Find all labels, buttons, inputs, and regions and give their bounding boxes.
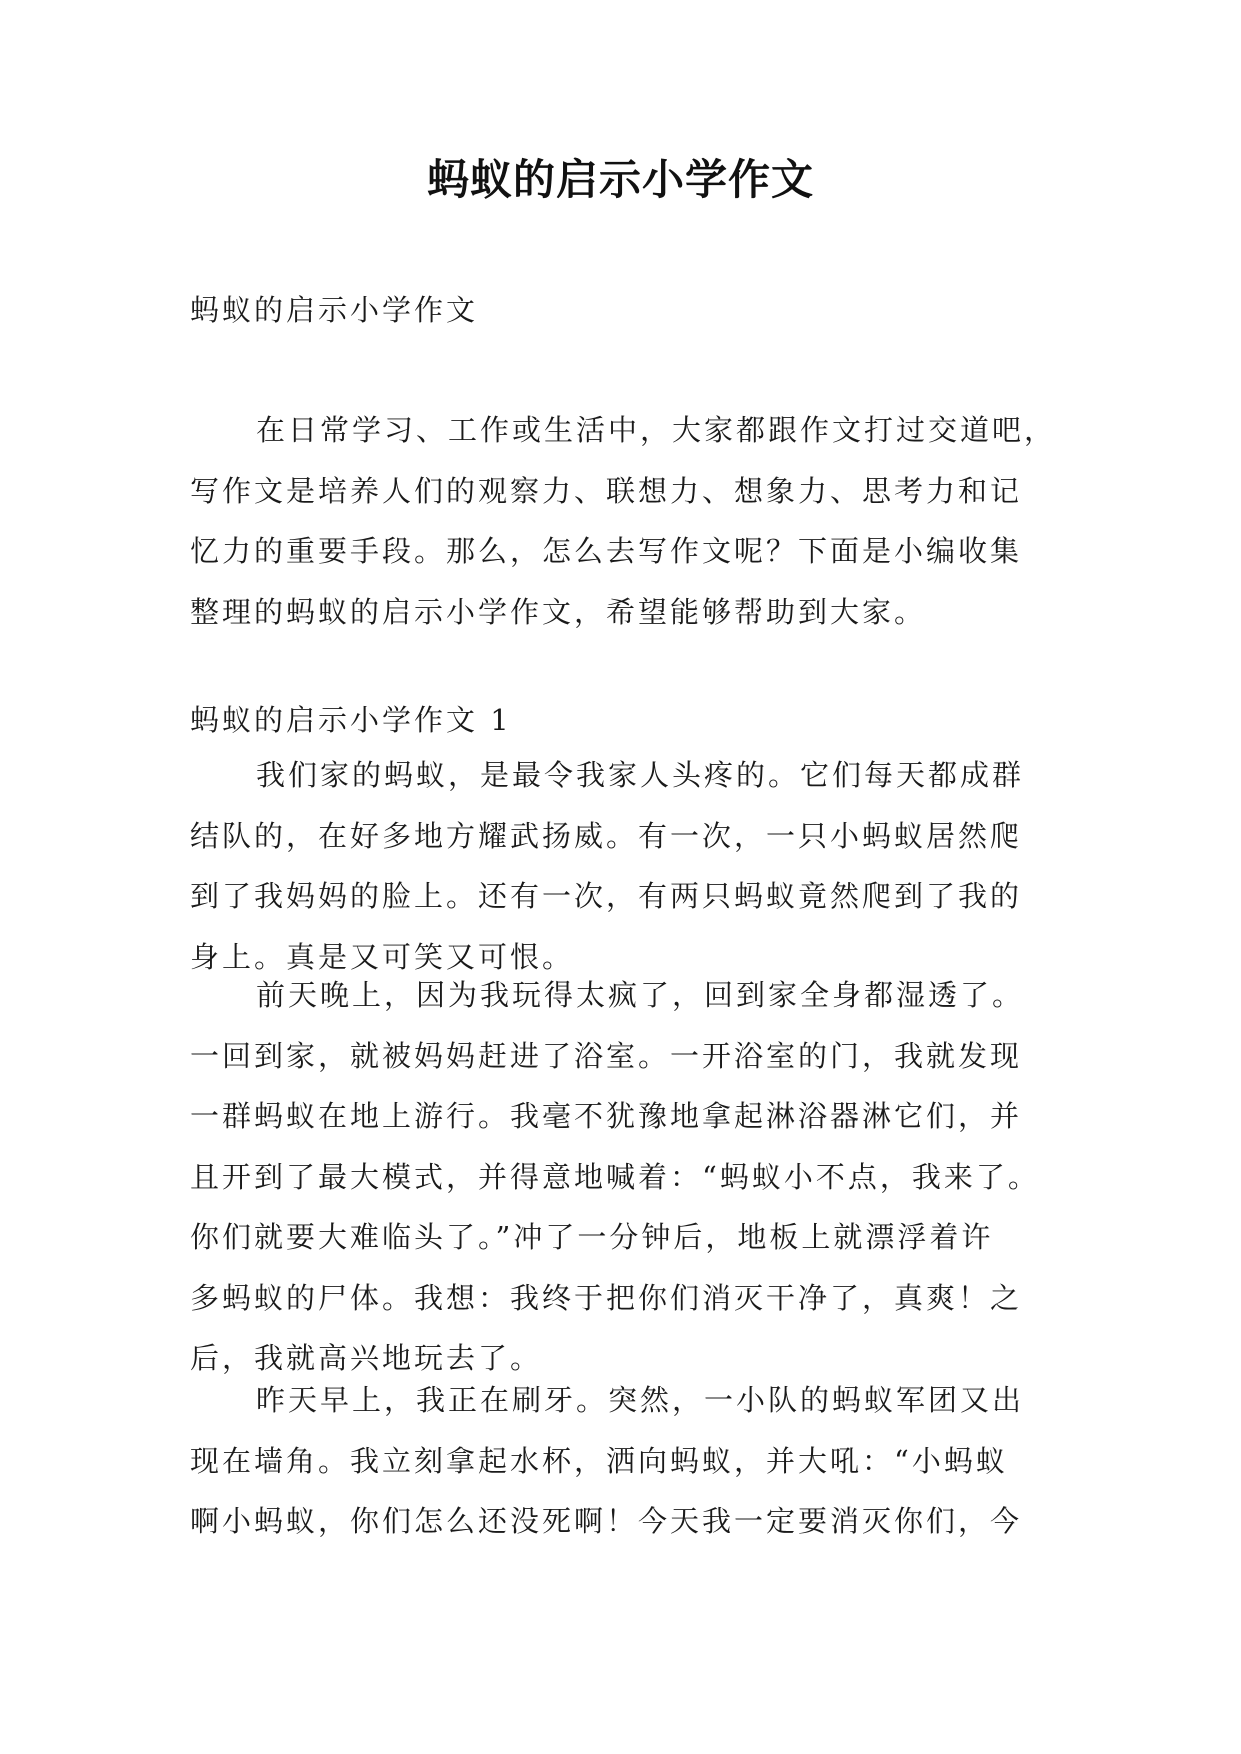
text-line: 多蚂蚁的尸体。我想：我终于把你们消灭干净了，真爽！之 [190,1280,1023,1315]
text-line: 昨天早上，我正在刷牙。突然，一小队的蚂蚁军团又出 [256,1383,1025,1417]
text-line: 写作文是培养人们的观察力、联想力、想象力、思考力和记 [190,473,1023,508]
text-line: 结队的，在好多地方耀武扬威。有一次，一只小蚂蚁居然爬 [190,818,1023,853]
body-paragraph-1 [190,745,1060,987]
text-line: 忆力的重要手段。那么，怎么去写作文呢？下面是小编收集 [190,534,1023,568]
text-line: 前天晚上，因为我玩得太疯了，回到家全身都湿透了。 [256,978,1025,1012]
text-line: 后，我就高兴地玩去了。 [190,1341,543,1375]
text-line: 我们家的蚂蚁，是最令我家人头疼的。它们每天都成群 [256,758,1025,792]
body-paragraph-3 [190,1370,1060,1552]
text-line: 一群蚂蚁在地上游行。我毫不犹豫地拿起淋浴器淋它们，并 [190,1099,1023,1133]
intro-paragraph [190,400,1060,642]
text-line: 现在墙角。我立刻拿起水杯，洒向蚂蚁，并大吼：“小蚂蚁 [190,1443,1008,1478]
text-line: 在日常学习、工作或生活中，大家都跟作文打过交道吧， [256,413,1057,447]
document-subtitle: 蚂蚁的启示小学作文 [190,293,479,327]
section-heading: 蚂蚁的启示小学作文 1 [190,703,512,737]
text-line: 啊小蚂蚁，你们怎么还没死啊！今天我一定要消灭你们，今 [190,1504,1023,1538]
text-line: 你们就要大难临头了。”冲了一分钟后，地板上就漂浮着许 [190,1220,994,1254]
document-title: 蚂蚁的启示小学作文 [426,155,814,204]
text-line: 到了我妈妈的脸上。还有一次，有两只蚂蚁竟然爬到了我的 [190,879,1023,913]
text-line: 整理的蚂蚁的启示小学作文，希望能够帮助到大家。 [190,594,927,629]
text-line: 且开到了最大模式，并得意地喊着：“蚂蚁小不点，我来了。 [190,1159,1040,1194]
body-paragraph-2 [190,965,1060,1389]
text-line: 一回到家，就被妈妈赶进了浴室。一开浴室的门，我就发现 [190,1038,1023,1073]
text-line: 身上。真是又可笑又可恨。 [190,939,575,974]
